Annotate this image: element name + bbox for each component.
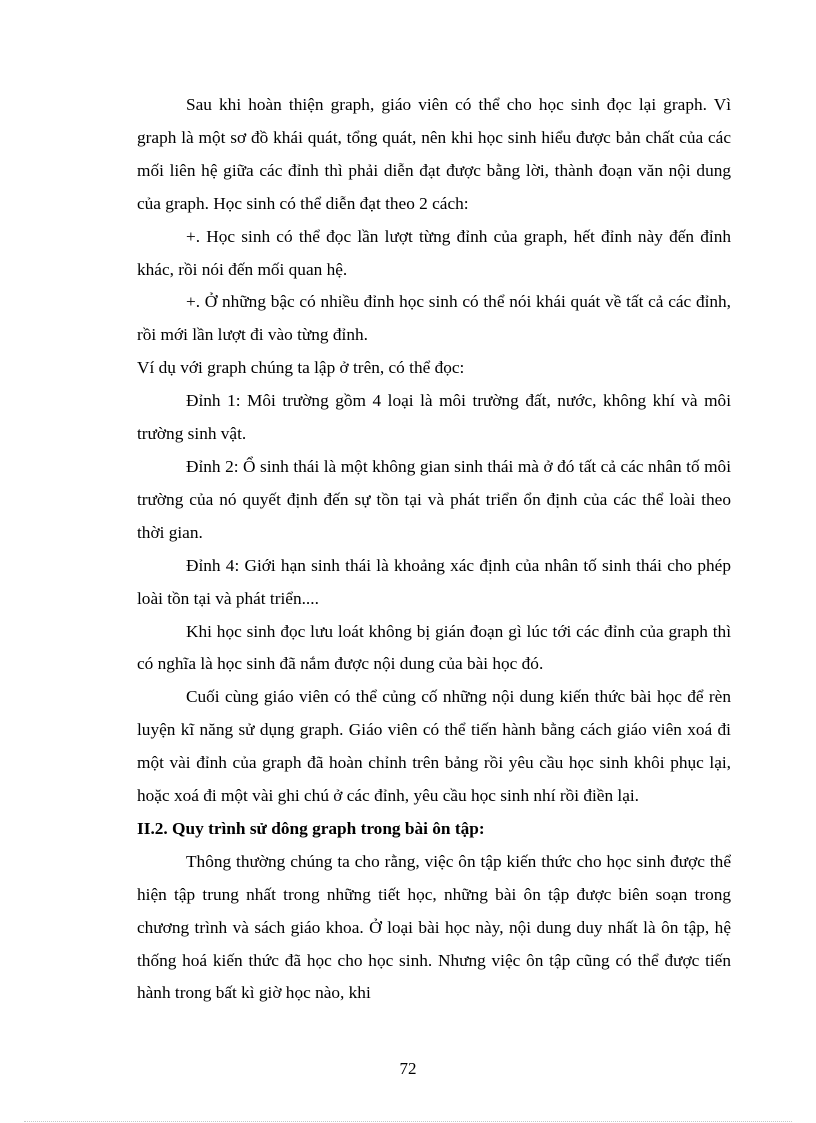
page-body — [137, 89, 731, 1010]
paragraph-vertex-2: Đỉnh 2: Ổ sinh thái là một không gian sinh thái mà ở đó tất cả các nhân tố môi trường của nó quyết định đến sự tồn tại và phát triển ổn định của các thể loài theo thời gian. — [137, 456, 731, 542]
section-heading: II.2. Quy trình sử dông graph trong bài ôn tập: — [137, 818, 485, 838]
paragraph-example-intro: Ví dụ với graph chúng ta lập ở trên, có thể đọc: — [137, 358, 465, 378]
paragraph-vertex-1: Đỉnh 1: Môi trường gồm 4 loại là môi trường đất, nước, không khí và môi trường sinh vật. — [137, 391, 731, 444]
paragraph-vertex-4: Đỉnh 4: Giới hạn sinh thái là khoảng xác định của nhân tố sinh thái cho phép loài tồn tại và phát triển.... — [137, 555, 731, 608]
page-number: 72 — [399, 1059, 417, 1078]
paragraph-consolidation: Cuối cùng giáo viên có thể củng cố những nội dung kiến thức bài học để rèn luyện kĩ năng sử dụng graph. Giáo viên có thể tiến hành bằng cách giáo viên xoá đi một vài đỉnh của graph đã hoàn chỉnh trên bảng rồi yêu cầu học sinh khôi phục lại, hoặc xoá đi một vài ghi chú ở các đỉnh, yêu cầu học sinh nhí rồi điền lại. — [137, 687, 731, 806]
paragraph-fluent-reading: Khi học sinh đọc lưu loát không bị gián đoạn gì lúc tới các đỉnh của graph thì có nghĩa là học sinh đã nắm được nội dung của bài học đó. — [137, 621, 731, 674]
page-bottom-divider — [24, 1121, 792, 1122]
paragraph-review-lessons: Thông thường chúng ta cho rằng, việc ôn tập kiến thức cho học sinh được thể hiện tập trung nhất trong những tiết học, những bài ôn tập được biên soạn trong chương trình và sách giáo khoa. Ở loại bài học này, nội dung duy nhất là ôn tập, hệ thống hoá kiến thức đã học cho học sinh. Nhưng việc ôn tập cũng có thể được tiến hành trong bất kì giờ học nào, khi — [137, 851, 731, 1003]
paragraph-method-one: +. Học sinh có thể đọc lần lượt từng đỉnh của graph, hết đỉnh này đến đỉnh khác, rồi nói đến mối quan hệ. — [137, 226, 731, 279]
paragraph-reading-graph: Sau khi hoàn thiện graph, giáo viên có thể cho học sinh đọc lại graph. Vì graph là một sơ đồ khái quát, tổng quát, nên khi học sinh hiểu được bản chất của các mối liên hệ giữa các đỉnh thì phải diễn đạt được bằng lời, thành đoạn văn nội dung của graph. Học sinh có thể diễn đạt theo 2 cách: — [137, 95, 731, 213]
paragraph-method-two: +. Ở những bậc có nhiều đỉnh học sinh có thể nói khái quát về tất cả các đỉnh, rồi mới lần lượt đi vào từng đỉnh. — [137, 292, 731, 345]
